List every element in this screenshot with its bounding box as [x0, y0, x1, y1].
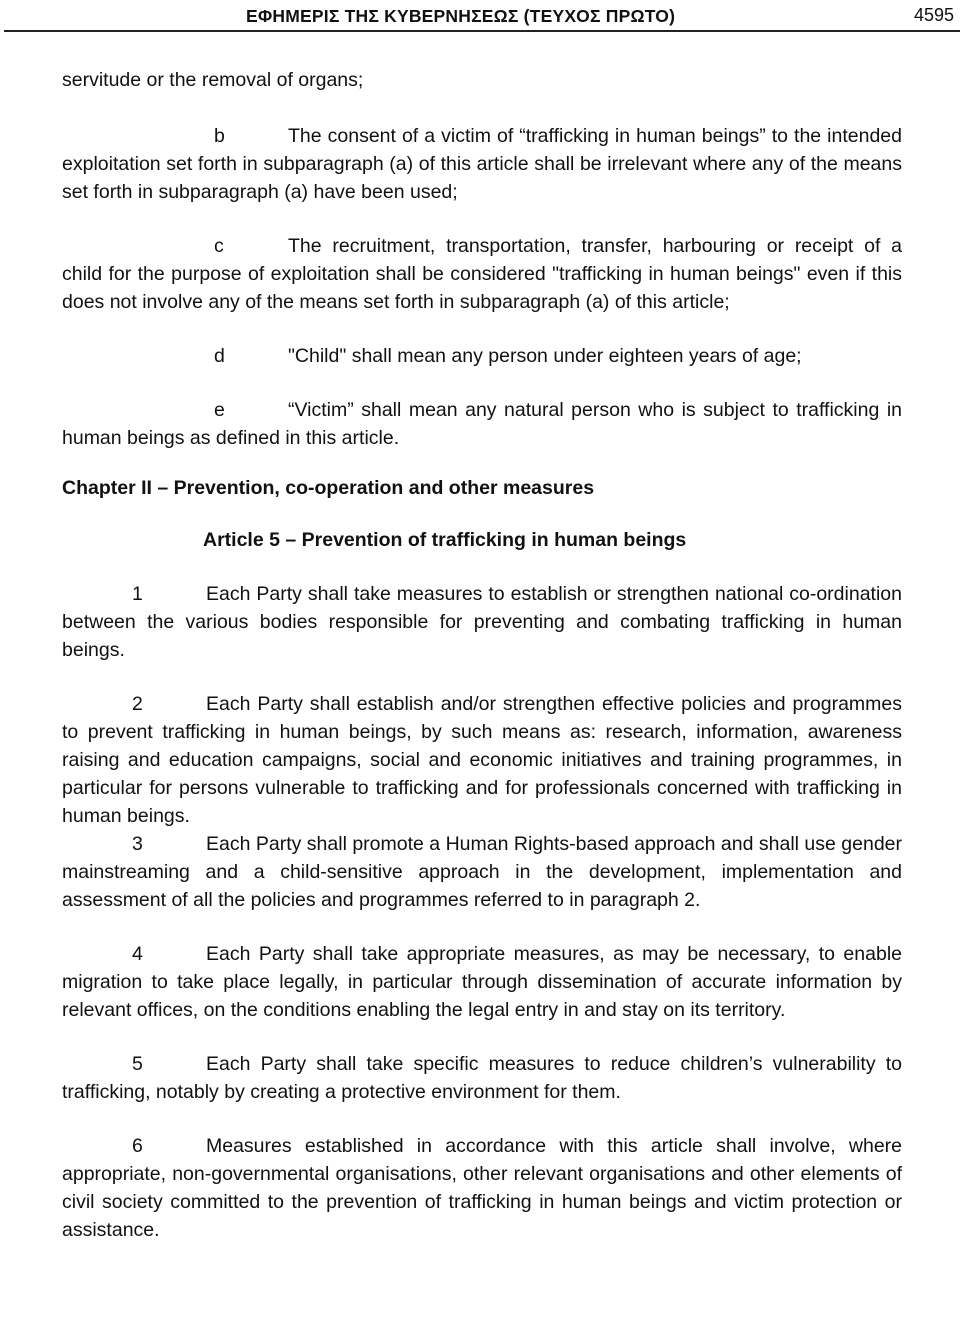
carryover-text: servitude or the removal of organs; [62, 69, 364, 91]
item-text: "Child" shall mean any person under eighteen years of age; [288, 345, 802, 367]
item-d [62, 342, 902, 370]
document-body [62, 66, 902, 1244]
paragraph-number: 5 [132, 1053, 143, 1075]
paragraph-text: Each Party shall take specific measures to reduce children’s vulnerability to trafficking, notably by creating a protective environment for them. [62, 1053, 902, 1103]
paragraph-number: 3 [132, 833, 143, 855]
item-b [62, 122, 902, 206]
paragraph-text: Each Party shall establish and/or strengthen effective policies and programmes to prevent trafficking in human beings, by such means as: research, information, awareness raising and education campaigns, social and economic initiatives and training programmes, in particular for persons vulnerable to trafficking and for professionals concerned with trafficking in human beings. [62, 693, 902, 827]
paragraph-text: Measures established in accordance with this article shall involve, where appropriate, non-governmental organisations, other relevant organisations and other elements of civil society committed to the prevention of trafficking in human beings and victim protection or assistance. [62, 1135, 902, 1241]
paragraph-1 [62, 580, 902, 664]
gazette-title: ΕΦΗΜΕΡΙΣ ΤΗΣ ΚΥΒΕΡΝΗΣΕΩΣ (ΤΕΥΧΟΣ ΠΡΩΤΟ) [246, 6, 676, 26]
article-heading: Article 5 – Prevention of trafficking in human beings [203, 529, 687, 551]
paragraph-text: Each Party shall take appropriate measures, as may be necessary, to enable migration to take place legally, in particular through dissemination of accurate information by relevant offices, on the conditions enabling the legal entry in and stay on its territory. [62, 943, 902, 1021]
header-divider [4, 30, 960, 32]
chapter-heading: Chapter II – Prevention, co-operation and other measures [62, 477, 595, 499]
paragraph-number: 4 [132, 943, 143, 965]
paragraph-5 [62, 1050, 902, 1106]
item-marker: b [214, 125, 225, 147]
paragraph-number: 2 [132, 693, 143, 715]
paragraph-2 [62, 690, 902, 830]
paragraph-6 [62, 1132, 902, 1244]
page-number: 4595 [913, 5, 954, 25]
page-header [0, 0, 960, 34]
paragraph-text: Each Party shall take measures to establish or strengthen national co-ordination between the various bodies responsible for preventing and combating trafficking in human beings. [62, 583, 902, 661]
item-text: The recruitment, transportation, transfer, harbouring or receipt of a child for the purpose of exploitation shall be considered "trafficking in human beings" even if this does not involve any of the means set forth in subparagraph (a) of this article; [62, 235, 902, 313]
item-text: The consent of a victim of “trafficking in human beings” to the intended exploitation set forth in subparagraph (a) of this article shall be irrelevant where any of the means set forth in subparagraph (a) have been used; [62, 125, 902, 203]
item-marker: c [214, 235, 224, 257]
paragraph-4 [62, 940, 902, 1024]
item-c [62, 232, 902, 316]
paragraph-number: 1 [132, 583, 143, 605]
item-marker: d [214, 345, 225, 367]
item-text: “Victim” shall mean any natural person who is subject to trafficking in human beings as defined in this article. [62, 399, 902, 449]
item-marker: e [214, 399, 225, 421]
paragraph-3 [62, 830, 902, 914]
paragraph-text: Each Party shall promote a Human Rights-based approach and shall use gender mainstreaming and a child-sensitive approach in the development, implementation and assessment of all the policies and programmes referred to in paragraph 2. [62, 833, 902, 911]
paragraph-number: 6 [132, 1135, 143, 1157]
item-e [62, 396, 902, 452]
